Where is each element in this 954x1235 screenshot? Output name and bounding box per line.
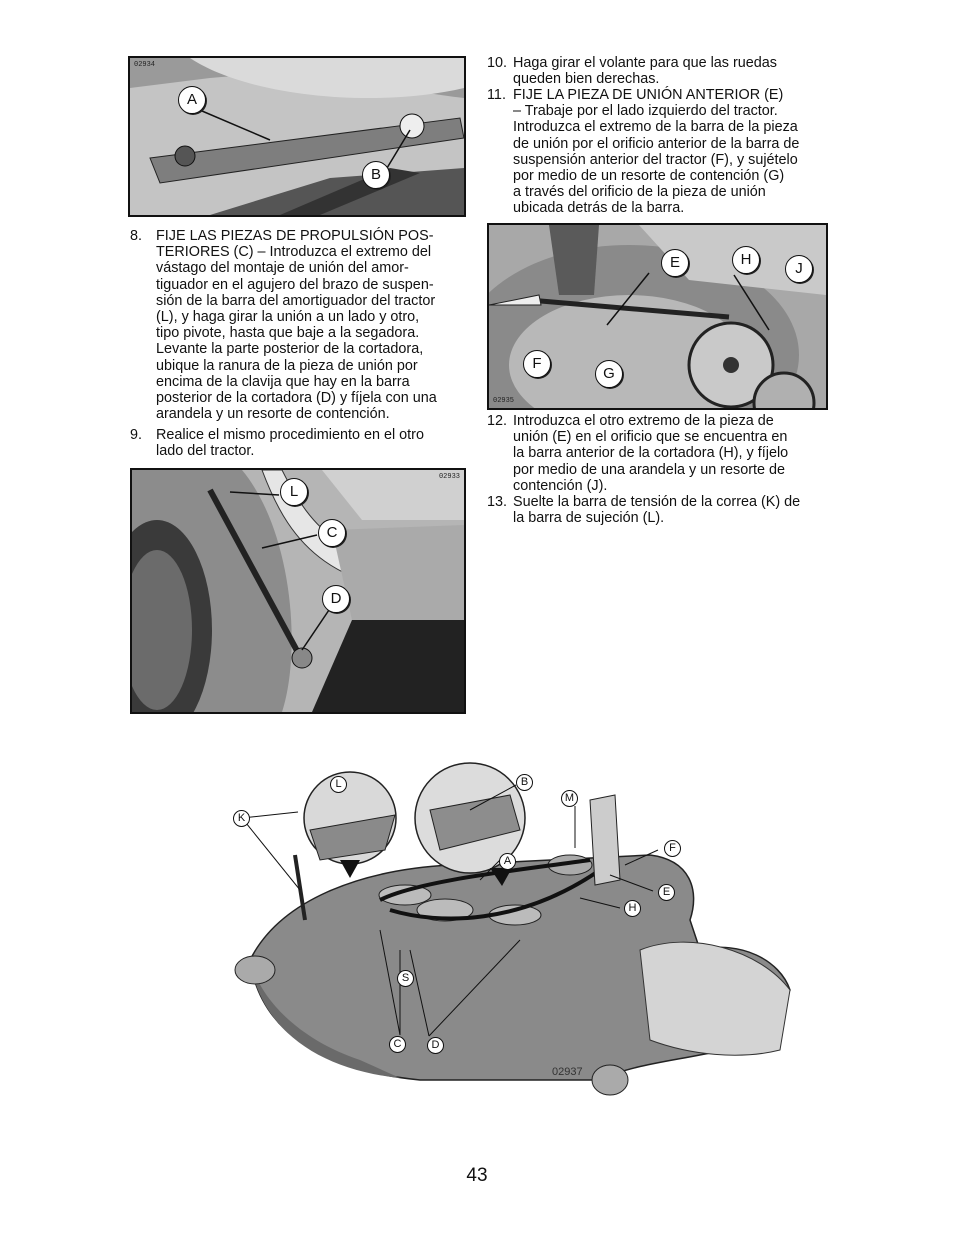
callout-G: G xyxy=(595,360,623,388)
callout-S: S xyxy=(397,970,414,987)
figure-code: 02935 xyxy=(493,397,515,405)
step-11 xyxy=(487,87,832,219)
step-line: la barra de sujeción (L). xyxy=(513,510,665,527)
figure-front-link-attachment-illustration xyxy=(489,225,826,408)
callout-A: A xyxy=(178,86,206,114)
callout-B: B xyxy=(362,161,390,189)
callout-M: M xyxy=(561,790,578,807)
step-line: tiguador en el agujero del brazo de suspen- xyxy=(156,276,434,293)
callout-D: D xyxy=(427,1037,444,1054)
step-line: suspensión anterior del tractor (F), y sujételo xyxy=(513,151,798,168)
step-line: Realice el mismo procedimiento en el otro xyxy=(156,427,424,443)
figure-code: 02933 xyxy=(438,473,460,481)
step-line: tipo pivote, hasta que baje a la segadora. xyxy=(156,325,420,342)
step-line: posterior de la cortadora (D) y fíjela con una xyxy=(156,390,437,407)
step-number: 12. xyxy=(487,413,508,429)
callout-D: D xyxy=(322,585,350,613)
step-10 xyxy=(487,55,832,89)
callout-J: J xyxy=(785,255,813,283)
step-line: lado del tractor. xyxy=(156,443,255,460)
step-line: Introduzca el otro extremo de la pieza de xyxy=(513,413,774,429)
step-line: ubique la ranura de la pieza de unión por xyxy=(156,357,418,374)
callout-H: H xyxy=(732,246,760,274)
step-line: queden bien derechas. xyxy=(513,71,660,88)
figure-rear-drive-links xyxy=(130,468,466,714)
callout-L: L xyxy=(280,478,308,506)
callout-E: E xyxy=(658,884,675,901)
step-line: por medio de una arandela y un resorte de xyxy=(513,461,786,478)
callout-L: L xyxy=(330,776,347,793)
figure-front-link-bar xyxy=(128,56,466,217)
figure-rear-drive-links-illustration xyxy=(132,470,464,712)
step-12 xyxy=(487,413,832,497)
step-line: sión de la barra del amortiguador del tractor xyxy=(156,292,436,309)
step-line: encima de la clavija que hay en la barra xyxy=(156,373,410,390)
callout-E: E xyxy=(661,249,689,277)
step-line: arandela y un resorte de contención. xyxy=(156,406,390,423)
callout-F: F xyxy=(523,350,551,378)
step-line: Introduzca el extremo de la barra de la pieza xyxy=(513,119,798,136)
step-line: Levante la parte posterior de la cortadora, xyxy=(156,341,424,358)
step-number: 11. xyxy=(487,87,506,103)
step-line: a través del orificio de la pieza de unión xyxy=(513,184,766,201)
figure-code: 02937 xyxy=(552,1066,583,1078)
step-line: de unión por el orificio anterior de la barra de xyxy=(513,135,800,152)
step-line: TERIORES (C) – Introduzca el extremo del xyxy=(156,244,432,261)
mower-deck-illustration xyxy=(220,760,810,1105)
callout-C: C xyxy=(318,519,346,547)
figure-front-link-attachment xyxy=(487,223,828,410)
step-line: vástago del montaje de unión del amor- xyxy=(156,260,409,277)
step-9 xyxy=(130,427,470,461)
step-8 xyxy=(130,228,470,428)
step-line: la barra anterior de la cortadora (H), y fíjelo xyxy=(513,445,789,462)
step-line: Haga girar el volante para que las ruedas xyxy=(513,55,777,71)
step-line: – Trabaje por el lado izquierdo del tractor. xyxy=(513,103,778,120)
callout-H: H xyxy=(624,900,641,917)
step-line: (L), y haga girar la unión a un lado y otro, xyxy=(156,309,420,326)
step-line: ubicada detrás de la barra. xyxy=(513,200,685,217)
step-number: 10. xyxy=(487,55,508,71)
callout-F: F xyxy=(664,840,681,857)
step-line: contención (J). xyxy=(513,477,608,494)
figure-code: 02934 xyxy=(134,61,156,69)
step-number: 13. xyxy=(487,494,508,510)
step-13 xyxy=(487,494,832,528)
step-line: FIJE LAS PIEZAS DE PROPULSIÓN POS- xyxy=(156,228,434,244)
figure-front-link-bar-illustration xyxy=(130,58,464,215)
figure-mower-deck xyxy=(220,760,810,1105)
step-number: 9. xyxy=(130,427,143,443)
step-line: FIJE LA PIEZA DE UNIÓN ANTERIOR (E) xyxy=(513,87,784,103)
callout-B: B xyxy=(516,774,533,791)
page-number: 43 xyxy=(466,1165,488,1186)
callout-A: A xyxy=(499,853,516,870)
step-number: 8. xyxy=(130,228,143,244)
callout-K: K xyxy=(233,810,250,827)
step-line: Suelte la barra de tensión de la correa (K) de xyxy=(513,494,801,510)
step-line: unión (E) en el orificio que se encuentra en xyxy=(513,429,788,446)
step-line: por medio de un resorte de contención (G) xyxy=(513,168,785,185)
callout-C: C xyxy=(389,1036,406,1053)
